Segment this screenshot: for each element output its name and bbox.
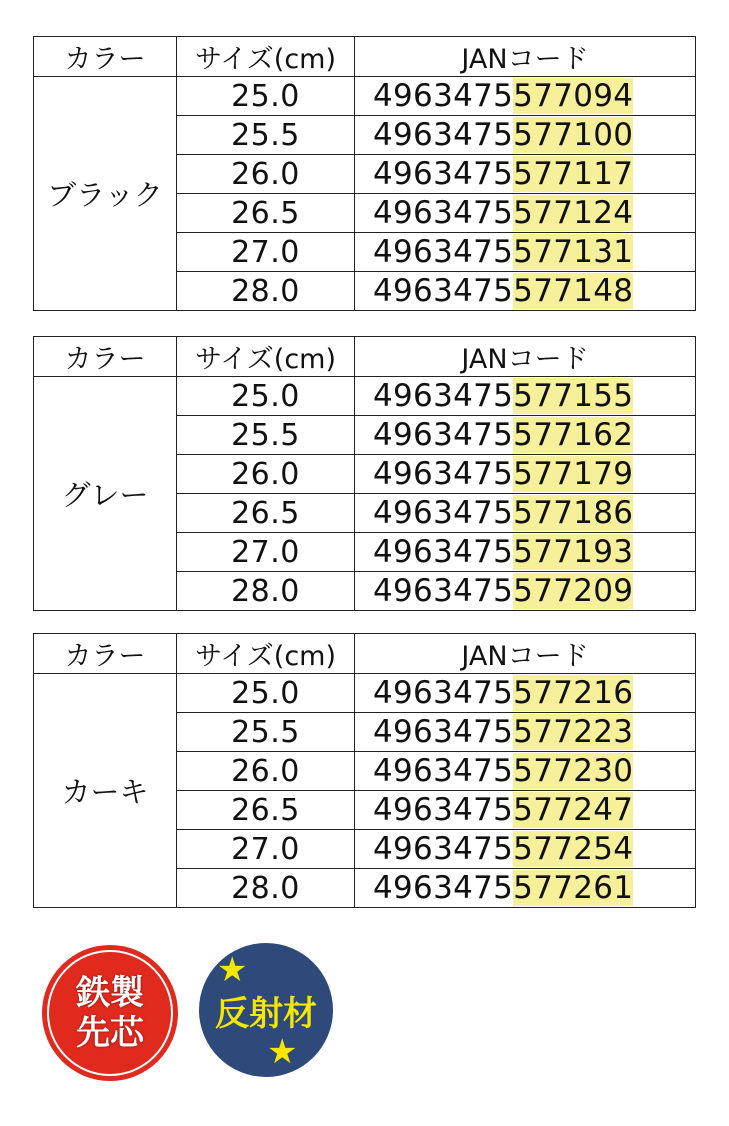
jan-code-prefix: 4963475 [373,117,514,153]
jan-code-cell [355,272,696,311]
jan-code-cell [355,377,696,416]
size-cell: 28.0 [177,272,355,311]
steel-toe-badge-inner [47,950,173,1076]
table-header-row [34,337,696,377]
size-cell: 26.0 [177,752,355,791]
jan-code-cell [355,494,696,533]
jan-code-cell [355,455,696,494]
jan-code-prefix: 4963475 [373,675,514,711]
jan-code-cell [355,233,696,272]
size-cell: 25.5 [177,416,355,455]
table-row [34,377,696,416]
jan-code-cell [355,830,696,869]
jan-code-cell [355,752,696,791]
size-cell: 25.0 [177,377,355,416]
size-cell: 27.0 [177,830,355,869]
size-cell: 26.5 [177,194,355,233]
jan-code-cell [355,713,696,752]
jan-code-suffix: 577216 [513,675,634,711]
reflective-label: 反射材 [215,993,317,1034]
jan-code-cell [355,416,696,455]
jan-code-suffix: 577094 [513,78,634,114]
size-cell: 26.0 [177,455,355,494]
size-cell: 25.5 [177,116,355,155]
jan-table [33,336,696,611]
jan-code-suffix: 577247 [513,792,634,828]
jan-code-suffix: 577254 [513,831,634,867]
jan-code-cell [355,869,696,908]
steel-toe-line2: 先芯 [76,1013,144,1053]
size-cell: 27.0 [177,233,355,272]
jan-code-suffix: 577148 [513,273,634,309]
jan-code-prefix: 4963475 [373,234,514,270]
jan-code-prefix: 4963475 [373,273,514,309]
header-size: サイズ(cm) [177,337,355,377]
jan-code-suffix: 577230 [513,753,634,789]
jan-code-cell [355,116,696,155]
table-header-row [34,634,696,674]
color-cell: ブラック [34,77,177,311]
jan-code-suffix: 577162 [513,417,634,453]
header-size: サイズ(cm) [177,37,355,77]
size-cell: 27.0 [177,533,355,572]
header-color: カラー [34,337,177,377]
jan-code-suffix: 577193 [513,534,634,570]
jan-code-prefix: 4963475 [373,495,514,531]
jan-code-suffix: 577261 [513,870,634,906]
jan-code-suffix: 577155 [513,378,634,414]
size-cell: 25.0 [177,674,355,713]
jan-code-cell [355,194,696,233]
jan-code-suffix: 577186 [513,495,634,531]
jan-code-prefix: 4963475 [373,417,514,453]
size-cell: 28.0 [177,572,355,611]
jan-code-suffix: 577209 [513,573,634,609]
jan-code-prefix: 4963475 [373,456,514,492]
header-color: カラー [34,634,177,674]
jan-code-suffix: 577124 [513,195,634,231]
jan-code-suffix: 577179 [513,456,634,492]
star-icon: ★ [217,950,248,990]
jan-table [33,633,696,908]
jan-code-cell [355,155,696,194]
header-jan: JANコード [355,37,696,77]
jan-code-cell [355,77,696,116]
jan-table [33,36,696,311]
color-cell: カーキ [34,674,177,908]
color-cell: グレー [34,377,177,611]
jan-code-cell [355,572,696,611]
header-jan: JANコード [355,634,696,674]
jan-code-suffix: 577131 [513,234,634,270]
table-row [34,674,696,713]
jan-code-suffix: 577223 [513,714,634,750]
jan-code-suffix: 577117 [513,156,634,192]
jan-code-prefix: 4963475 [373,573,514,609]
size-cell: 26.5 [177,494,355,533]
jan-code-prefix: 4963475 [373,378,514,414]
steel-toe-line1: 鉄製 [76,973,144,1013]
jan-code-cell [355,791,696,830]
header-size: サイズ(cm) [177,634,355,674]
steel-toe-badge [42,945,178,1081]
star-icon: ★ [267,1032,298,1072]
table-row [34,77,696,116]
jan-code-prefix: 4963475 [373,870,514,906]
jan-code-prefix: 4963475 [373,156,514,192]
jan-code-cell [355,674,696,713]
jan-code-cell [355,533,696,572]
size-cell: 26.0 [177,155,355,194]
size-cell: 25.0 [177,77,355,116]
jan-code-prefix: 4963475 [373,753,514,789]
table-header-row [34,37,696,77]
size-cell: 25.5 [177,713,355,752]
jan-code-suffix: 577100 [513,117,634,153]
jan-code-prefix: 4963475 [373,792,514,828]
jan-code-prefix: 4963475 [373,534,514,570]
jan-code-prefix: 4963475 [373,714,514,750]
size-cell: 26.5 [177,791,355,830]
size-cell: 28.0 [177,869,355,908]
jan-code-prefix: 4963475 [373,78,514,114]
header-color: カラー [34,37,177,77]
jan-code-prefix: 4963475 [373,831,514,867]
jan-code-prefix: 4963475 [373,195,514,231]
header-jan: JANコード [355,337,696,377]
